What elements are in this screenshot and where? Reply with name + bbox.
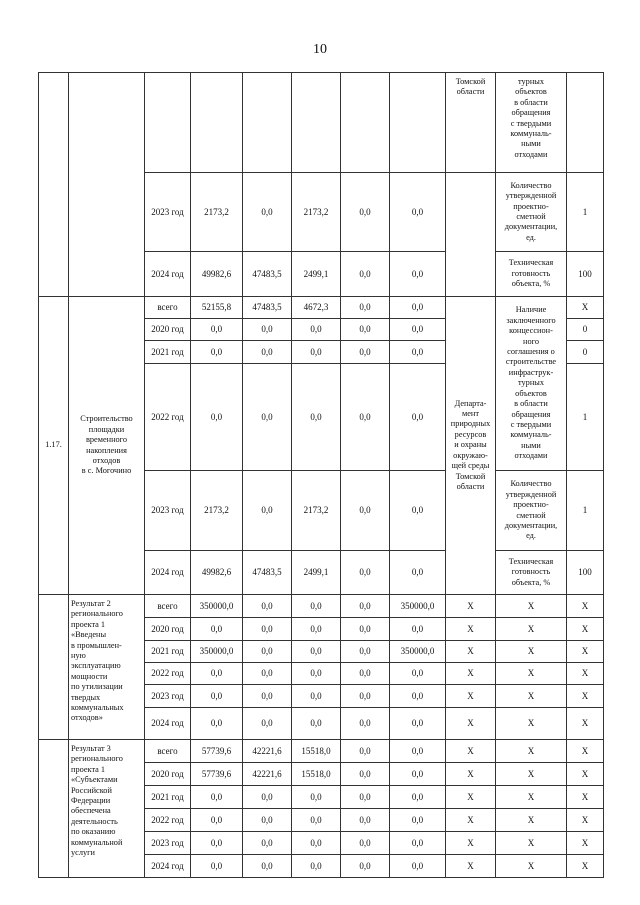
page-number: 10 [313, 42, 327, 57]
result-2-name: Результат 2 регионального проекта 1 «Введены в промышлен- ную эксплуатацию мощности по утилизации твердых коммунальных отходов» [69, 595, 145, 740]
table-row: 2023 год 0,0 0,0 0,0 0,0 0,0 X X X [39, 832, 604, 855]
table-row [39, 73, 604, 173]
indicator-cell: Техническая готовность объекта, % [496, 551, 567, 595]
result-3-name: Результат 3 регионального проекта 1 «Субъектами Российской Федерации обеспечена деятельность по оказанию коммунальной услуги [69, 740, 145, 878]
table-row: 2023 год 2173,2 0,0 2173,2 0,0 0,0 Количество утвержденной проектно- сметной документации, ед. 1 [39, 471, 604, 551]
item-number: 1.17. [39, 297, 69, 595]
item-name: Строительство площадки временного накопления отходов в с. Могочино [69, 297, 145, 595]
table-row: Результат 2 регионального проекта 1 «Введены в промышлен- ную эксплуатацию мощности по утилизации твердых коммунальных отходов» всего 350000,0 0,0 0,0 0,0 350000,0 X X X [39, 595, 604, 618]
table-row: 2024 год 49982,6 47483,5 2499,1 0,0 0,0 Техническая готовность объекта, % 100 [39, 252, 604, 297]
indicator-cell: турных объектов в области обращения с твердыми коммуналь- ными отходами [496, 73, 567, 173]
table-row: 2020 год 0,0 0,0 0,0 0,0 0,0 X X X [39, 618, 604, 641]
table-row: Результат 3 регионального проекта 1 «Субъектами Российской Федерации обеспечена деятельность по оказанию коммунальной услуги всего 57739,6 42221,6 15518,0 0,0 0,0 X X X [39, 740, 604, 763]
table-row: 2023 год 2173,2 0,0 2173,2 0,0 0,0 Количество утвержденной проектно- сметной документации, ед. 1 [39, 173, 604, 252]
executor-cell: Томской области [446, 73, 496, 173]
table-row: 2022 год 0,0 0,0 0,0 0,0 0,0 1 [39, 364, 604, 471]
table-row: 2020 год 57739,6 42221,6 15518,0 0,0 0,0 X X X [39, 763, 604, 786]
table-row: 2024 год 49982,6 47483,5 2499,1 0,0 0,0 Техническая готовность объекта, % 100 [39, 551, 604, 595]
table-row: 2022 год 0,0 0,0 0,0 0,0 0,0 X X X [39, 663, 604, 685]
table-row: 1.17. Строительство площадки временного накопления отходов в с. Могочино всего 52155,8 47483,5 4672,3 0,0 0,0 Департа- мент природных ресурсов и охраны окружаю- щей среды Томской области Наличие заключенного концессион- ного соглашения о строительстве инфраструк- турных объектов в области обращения с твердыми коммуналь- ными отходами X [39, 297, 604, 319]
table-row: 2023 год 0,0 0,0 0,0 0,0 0,0 X X X [39, 685, 604, 708]
indicator-cell: Количество утвержденной проектно- сметной документации, ед. [496, 173, 567, 252]
executor-cell: Департа- мент природных ресурсов и охраны окружаю- щей среды Томской области [446, 297, 496, 595]
table-row: 2024 год 0,0 0,0 0,0 0,0 0,0 X X X [39, 708, 604, 740]
indicator-cell: Количество утвержденной проектно- сметной документации, ед. [496, 471, 567, 551]
indicator-cell: Наличие заключенного концессион- ного соглашения о строительстве инфраструк- турных объектов в области обращения с твердыми коммуналь- ными отходами [496, 297, 567, 471]
table-row: 2020 год 0,0 0,0 0,0 0,0 0,0 0 [39, 319, 604, 341]
table-row: 2022 год 0,0 0,0 0,0 0,0 0,0 X X X [39, 809, 604, 832]
table-row: 2021 год 0,0 0,0 0,0 0,0 0,0 X X X [39, 786, 604, 809]
table-row: 2021 год 0,0 0,0 0,0 0,0 0,0 0 [39, 341, 604, 364]
table-row: 2021 год 350000,0 0,0 0,0 0,0 350000,0 X X X [39, 641, 604, 663]
table-row: 2024 год 0,0 0,0 0,0 0,0 0,0 X X X [39, 855, 604, 878]
budget-table [38, 72, 604, 878]
indicator-cell: Техническая готовность объекта, % [496, 252, 567, 297]
